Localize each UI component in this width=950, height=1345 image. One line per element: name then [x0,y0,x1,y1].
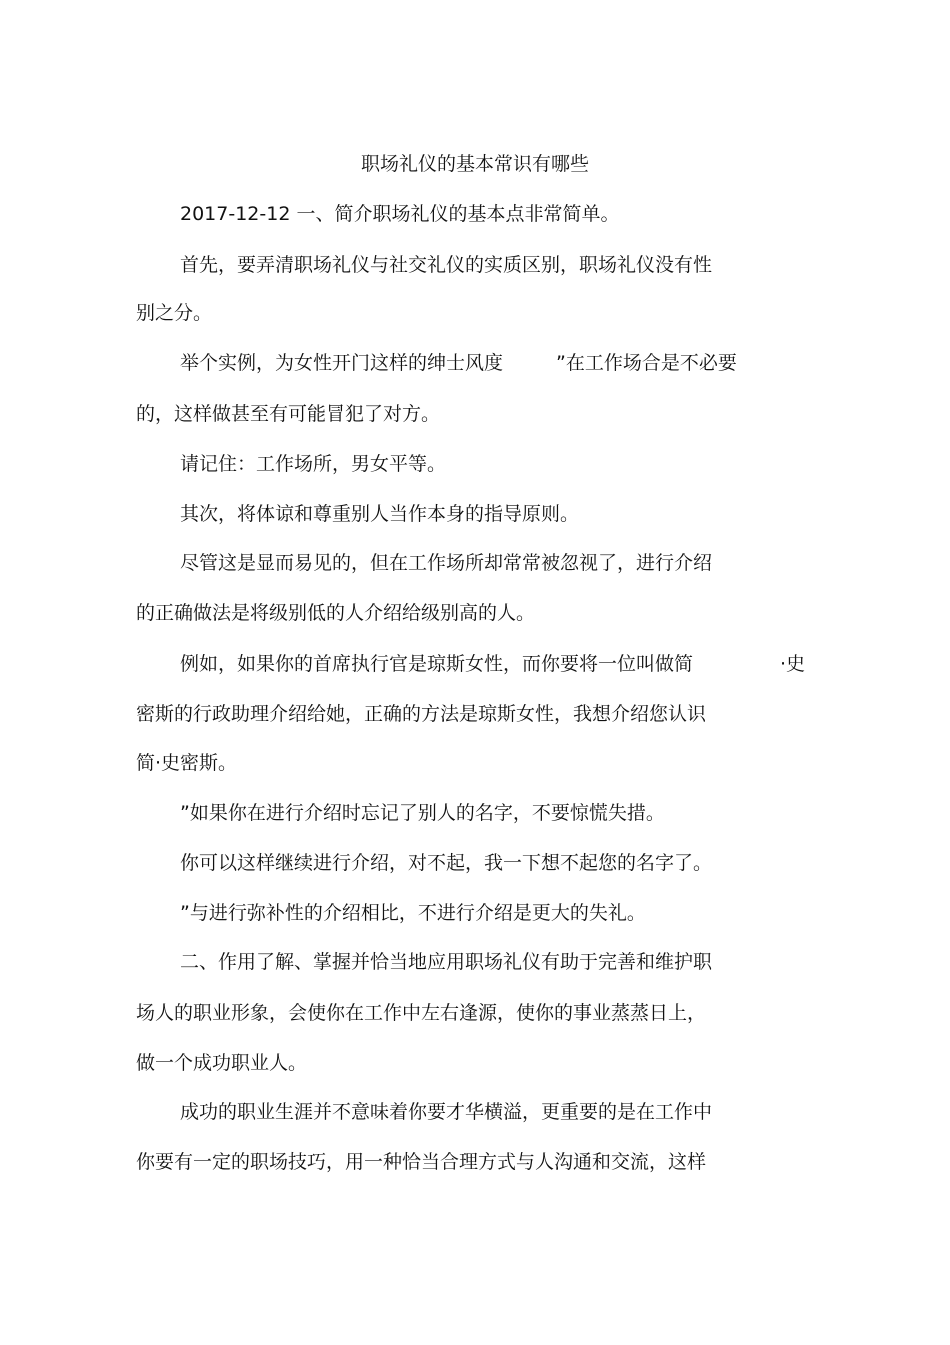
paragraph-line: 举个实例，为女性开门这样的绅士风度 [180,352,504,374]
paragraph-line: 其次，将体谅和尊重别人当作本身的指导原则。 [180,503,580,525]
paragraph-line: 密斯的行政助理介绍给她，正确的方法是琼斯女性，我想介绍您认识 [136,703,707,725]
paragraph-line: 场人的职业形象，会使你在工作中左右逢源，使你的事业蒸蒸日上， [136,1002,707,1024]
paragraph-line: 首先，要弄清职场礼仪与社交礼仪的实质区别，职场礼仪没有性 [180,254,713,276]
paragraph-line: 例如，如果你的首席执行官是琼斯女性，而你要将一位叫做简 [180,653,694,675]
paragraph-line: 简·史密斯。 [136,752,238,774]
paragraph-line: 的正确做法是将级别低的人介绍给级别高的人。 [136,602,536,624]
paragraph-line: 你要有一定的职场技巧，用一种恰当合理方式与人沟通和交流，这样 [136,1151,707,1173]
paragraph-line: ”如果你在进行介绍时忘记了别人的名字，不要惊慌失措。 [180,802,665,824]
paragraph-line: 成功的职业生涯并不意味着你要才华横溢，更重要的是在工作中 [180,1101,713,1123]
paragraph-line: 别之分。 [136,302,213,324]
paragraph-line-fragment: ·史 [780,653,806,675]
paragraph-line: 尽管这是显而易见的，但在工作场所却常常被忽视了，进行介绍 [180,552,713,574]
document-title: 职场礼仪的基本常识有哪些 [360,153,589,175]
paragraph-line-fragment: ”在工作场合是不必要 [556,352,737,374]
paragraph-line: ”与进行弥补性的介绍相比，不进行介绍是更大的失礼。 [180,902,646,924]
paragraph-line: 做一个成功职业人。 [136,1052,308,1074]
paragraph-line: 的，这样做甚至有可能冒犯了对方。 [136,403,441,425]
paragraph-line: 2017-12-12 一、简介职场礼仪的基本点非常简单。 [180,203,620,225]
paragraph-line: 请记住：工作场所，男女平等。 [180,453,447,475]
paragraph-line: 二、作用了解、掌握并恰当地应用职场礼仪有助于完善和维护职 [180,951,713,973]
paragraph-line: 你可以这样继续进行介绍，对不起，我一下想不起您的名字了。 [180,852,713,874]
